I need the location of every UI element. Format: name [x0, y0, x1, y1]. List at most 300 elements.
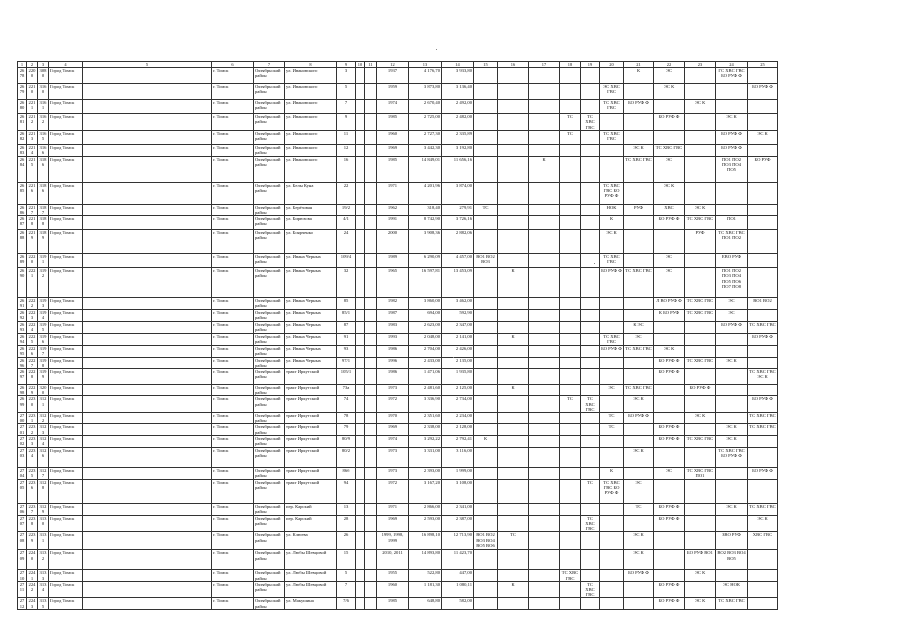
table-cell: 2234	[27, 447, 38, 467]
table-cell: 1974	[377, 100, 409, 114]
table-cell	[83, 532, 212, 550]
table-cell	[356, 130, 365, 144]
table-cell	[685, 144, 716, 156]
table-cell: ПО1 ПО2 ПО3 ПО4 ПО5 ПО6 ПО7 ПО8	[716, 268, 748, 298]
table-cell	[529, 532, 560, 550]
table-cell: ул. Ивановского	[285, 144, 337, 156]
table-cell: ТС ХВС ГВС	[581, 581, 600, 598]
table-cell	[685, 396, 716, 413]
table-cell	[685, 182, 716, 204]
table-cell	[365, 467, 377, 479]
table-cell: 2 234,00	[442, 413, 474, 424]
table-cell: г. Томск	[212, 68, 254, 84]
table-cell	[748, 581, 778, 598]
table-cell: 1989	[377, 254, 409, 268]
table-cell: 1999, 1998, 1999	[377, 532, 409, 550]
table-row	[18, 68, 778, 84]
table-cell: Город Томск	[49, 84, 83, 100]
table-cell	[716, 467, 748, 479]
table-cell	[624, 357, 654, 368]
table-cell: ул. Ивановского	[285, 130, 337, 144]
table-cell	[356, 435, 365, 447]
table-cell: 447,00	[442, 570, 474, 581]
table-cell: 3122	[38, 413, 49, 424]
table-cell: Октябрьский район	[254, 322, 285, 333]
table-cell: Город Томск	[49, 503, 83, 515]
table-row	[18, 357, 778, 368]
table-cell: ЭС	[716, 310, 748, 322]
table-row	[18, 268, 778, 298]
table-cell: 2 426,00	[442, 345, 474, 357]
table-cell	[83, 230, 212, 254]
table-cell: 2691	[18, 298, 27, 310]
table-cell	[560, 413, 581, 424]
table-cell: 3121	[38, 396, 49, 413]
table-cell: 2712	[18, 598, 27, 610]
table-cell	[624, 424, 654, 435]
table-cell: 2235	[27, 467, 38, 479]
table-cell	[356, 479, 365, 503]
table-cell: БО РУФ Ф	[716, 130, 748, 144]
table-cell: ул. Бирюзова	[285, 216, 337, 230]
table-cell: Город Томск	[49, 598, 83, 610]
table-cell	[581, 268, 600, 298]
table-cell: 2 482,00	[442, 114, 474, 131]
table-cell	[654, 413, 685, 424]
table-cell: 2 135,00	[442, 357, 474, 368]
table-cell	[529, 298, 560, 310]
table-cell: ул. Клюева	[285, 532, 337, 550]
table-cell	[581, 435, 600, 447]
table-cell	[83, 357, 212, 368]
table-cell: Город Томск	[49, 182, 83, 204]
table-cell	[529, 333, 560, 345]
table-cell	[600, 156, 624, 182]
table-cell	[83, 345, 212, 357]
table-cell	[581, 216, 600, 230]
table-cell: Октябрьский район	[254, 532, 285, 550]
table-cell: 3129	[38, 503, 49, 515]
table-cell: 2233	[27, 435, 38, 447]
table-cell: 3166	[38, 144, 49, 156]
table-cell: 74	[337, 396, 356, 413]
table-cell: Город Томск	[49, 385, 83, 396]
table-cell	[581, 447, 600, 467]
table-cell: 694,00	[409, 310, 442, 322]
table-cell	[685, 268, 716, 298]
table-cell: 8 742,90	[409, 216, 442, 230]
table-cell	[474, 396, 498, 413]
table-cell: ТС	[581, 479, 600, 503]
table-cell: ЭС К	[654, 182, 685, 204]
table-cell: 1991	[377, 216, 409, 230]
table-cell	[83, 467, 212, 479]
table-cell	[356, 503, 365, 515]
table-cell	[748, 254, 778, 268]
table-cell: 2680	[18, 100, 27, 114]
table-cell	[748, 550, 778, 570]
table-cell: 85/1	[337, 310, 356, 322]
table-cell: 1969	[377, 424, 409, 435]
column-header: 17	[529, 62, 560, 68]
table-cell	[474, 598, 498, 610]
table-cell	[624, 298, 654, 310]
table-cell: К	[624, 68, 654, 84]
table-cell: 2 341,00	[442, 503, 474, 515]
table-cell: 1982	[377, 298, 409, 310]
table-cell: 1960	[377, 130, 409, 144]
table-cell	[365, 204, 377, 215]
table-cell	[748, 310, 778, 322]
table-cell	[529, 503, 560, 515]
table-cell	[560, 467, 581, 479]
table-cell	[529, 435, 560, 447]
table-cell	[529, 182, 560, 204]
table-cell	[624, 515, 654, 532]
table-cell	[498, 68, 529, 84]
table-cell: БО РУФ Ф	[654, 424, 685, 435]
table-cell	[560, 581, 581, 598]
table-cell	[365, 581, 377, 598]
table-cell: Октябрьский район	[254, 345, 285, 357]
table-cell: 3186	[38, 156, 49, 182]
table-cell	[83, 322, 212, 333]
table-cell: ЗВО РУФ	[716, 532, 748, 550]
table-cell: 2228	[27, 369, 38, 385]
table-cell	[365, 216, 377, 230]
table-cell: 2709	[18, 550, 27, 570]
table-cell	[685, 424, 716, 435]
table-cell: 13 453,09	[442, 268, 474, 298]
table-cell	[685, 345, 716, 357]
table-cell	[624, 598, 654, 610]
table-cell: 73а	[337, 385, 356, 396]
table-cell: Октябрьский район	[254, 68, 285, 84]
table-cell	[356, 230, 365, 254]
table-cell	[581, 598, 600, 610]
table-cell	[581, 298, 600, 310]
table-cell: 3200	[38, 385, 49, 396]
table-cell: ТС ХВС ГВС	[685, 310, 716, 322]
table-cell: Город Томск	[49, 515, 83, 532]
table-cell	[474, 479, 498, 503]
table-cell: 592,90	[442, 310, 474, 322]
table-cell	[624, 310, 654, 322]
table-cell: 2219	[27, 230, 38, 254]
table-cell	[560, 447, 581, 467]
table-cell	[560, 333, 581, 345]
table-cell: г. Томск	[212, 447, 254, 467]
table-cell: 26	[337, 532, 356, 550]
table-cell: 2 387,00	[442, 515, 474, 532]
table-cell	[356, 385, 365, 396]
table-cell	[356, 550, 365, 570]
table-cell: 86б	[337, 467, 356, 479]
table-row	[18, 144, 778, 156]
table-row	[18, 581, 778, 598]
table-cell: ЭС ХВС ГВС	[600, 84, 624, 100]
table-row	[18, 447, 778, 467]
table-cell: К	[529, 156, 560, 182]
table-cell: 2 725,00	[409, 114, 442, 131]
table-cell	[748, 114, 778, 131]
table-cell: 2243	[27, 598, 38, 610]
table-cell	[529, 413, 560, 424]
table-cell	[356, 322, 365, 333]
table-cell	[83, 268, 212, 298]
table-cell: г. Томск	[212, 144, 254, 156]
table-cell: 2221	[27, 268, 38, 298]
table-cell: 1 080,11	[442, 581, 474, 598]
table-cell	[365, 130, 377, 144]
table-cell	[474, 447, 498, 467]
column-header: 6	[212, 62, 254, 68]
table-cell: Октябрьский район	[254, 333, 285, 345]
table-cell: Город Томск	[49, 447, 83, 467]
table-cell: 3130	[38, 515, 49, 532]
table-cell	[624, 216, 654, 230]
table-cell: 2690	[18, 268, 27, 298]
table-cell	[365, 100, 377, 114]
table-row	[18, 322, 778, 333]
table-cell: БО РУФ Ф	[748, 396, 778, 413]
table-cell	[748, 570, 778, 581]
table-cell: 1 935,80	[442, 369, 474, 385]
table-cell: ТС ХВС ГВС	[581, 396, 600, 413]
table-cell: ТС ХВС ГВС	[600, 333, 624, 345]
table-cell	[685, 479, 716, 503]
table-cell	[356, 114, 365, 131]
table-cell: ЭС	[654, 68, 685, 84]
table-cell	[581, 357, 600, 368]
table-cell: 3 933,80	[442, 68, 474, 84]
table-cell: г. Томск	[212, 100, 254, 114]
table-cell: ЭС К	[748, 130, 778, 144]
table-cell: ТС ХВС ГВС	[748, 413, 778, 424]
table-row	[18, 100, 778, 114]
table-cell: 2240	[27, 550, 38, 570]
table-row	[18, 598, 778, 610]
table-cell: 16	[337, 156, 356, 182]
column-header: 3	[38, 62, 49, 68]
table-cell: 4 176,70	[409, 68, 442, 84]
table-cell: БО РУФ Ф	[600, 345, 624, 357]
table-cell: Город Томск	[49, 424, 83, 435]
table-cell: г. Томск	[212, 503, 254, 515]
table-cell	[581, 424, 600, 435]
table-row	[18, 156, 778, 182]
table-cell: ул. Берёзовая	[285, 204, 337, 215]
table-cell	[365, 396, 377, 413]
table-cell: 2693	[18, 322, 27, 333]
table-cell: тракт Иркутский	[285, 447, 337, 467]
table-cell: Октябрьский район	[254, 503, 285, 515]
table-cell: 2224	[27, 322, 38, 333]
table-cell: 2702	[18, 435, 27, 447]
table-cell: Октябрьский район	[254, 357, 285, 368]
column-header: 22	[654, 62, 685, 68]
table-cell: 3186	[38, 182, 49, 204]
table-cell: 3123	[38, 424, 49, 435]
table-cell	[474, 182, 498, 204]
table-cell	[356, 345, 365, 357]
table-cell: БО РУФ Ф	[600, 268, 624, 298]
table-cell	[83, 130, 212, 144]
table-cell: 2678	[18, 68, 27, 84]
table-cell	[83, 182, 212, 204]
table-cell: БО РУФ Ф	[624, 570, 654, 581]
table-cell	[600, 369, 624, 385]
table-cell: 3 442,30	[409, 144, 442, 156]
table-cell	[600, 515, 624, 532]
table-cell	[529, 310, 560, 322]
table-cell	[581, 532, 600, 550]
table-cell	[529, 216, 560, 230]
table-cell	[474, 130, 498, 144]
table-cell: 2229	[27, 385, 38, 396]
table-cell: Город Томск	[49, 310, 83, 322]
table-cell	[581, 503, 600, 515]
table-cell	[581, 310, 600, 322]
table-cell: г. Томск	[212, 310, 254, 322]
table-cell: 3 116,00	[442, 447, 474, 467]
table-cell: ул. Любы Шевцовой	[285, 581, 337, 598]
column-header: 8	[285, 62, 337, 68]
table-cell: ТС ХВС ГВС	[685, 216, 716, 230]
table-cell: ТС ХВС ГВС	[685, 435, 716, 447]
table-cell	[600, 114, 624, 131]
table-cell	[83, 570, 212, 581]
table-cell: ТС ХВС ГВС	[685, 357, 716, 368]
table-cell: 3192	[38, 268, 49, 298]
table-row	[18, 424, 778, 435]
table-cell: Октябрьский район	[254, 204, 285, 215]
table-cell	[624, 230, 654, 254]
table-cell	[529, 424, 560, 435]
table-cell	[716, 182, 748, 204]
table-cell	[560, 230, 581, 254]
table-cell: ул. Боярченко	[285, 230, 337, 254]
table-cell	[560, 479, 581, 503]
table-cell: 79	[337, 424, 356, 435]
table-cell: 3193	[38, 298, 49, 310]
table-cell: 1972	[377, 479, 409, 503]
table-cell: пер. Карский	[285, 503, 337, 515]
table-cell	[474, 369, 498, 385]
table-cell: ЭС К	[624, 144, 654, 156]
table-cell	[356, 268, 365, 298]
table-cell	[83, 515, 212, 532]
table-cell	[748, 230, 778, 254]
table-cell: г. Томск	[212, 479, 254, 503]
table-cell	[474, 298, 498, 310]
table-cell: 1 999,00	[442, 467, 474, 479]
table-cell: г. Томск	[212, 204, 254, 215]
table-cell: 2687	[18, 216, 27, 230]
table-cell: г. Томск	[212, 230, 254, 254]
table-cell: ул. Макушина	[285, 598, 337, 610]
table-cell: Октябрьский район	[254, 130, 285, 144]
table-cell	[600, 598, 624, 610]
table-cell: Октябрьский район	[254, 385, 285, 396]
table-cell: 1969	[377, 515, 409, 532]
table-cell: 2704	[18, 467, 27, 479]
table-cell: Город Томск	[49, 254, 83, 268]
table-cell: тракт Иркутский	[285, 385, 337, 396]
table-cell: 4/1	[337, 216, 356, 230]
table-cell	[356, 447, 365, 467]
table-cell	[365, 333, 377, 345]
table-cell: БО РУФ Ф	[716, 144, 748, 156]
table-cell	[365, 298, 377, 310]
table-cell: ТС ХВС ГВС	[560, 570, 581, 581]
table-cell: ТС ХВС ГВС	[716, 598, 748, 610]
table-cell	[716, 396, 748, 413]
table-row	[18, 413, 778, 424]
table-cell	[560, 369, 581, 385]
table-cell	[600, 581, 624, 598]
table-cell: 3194	[38, 310, 49, 322]
table-cell	[560, 532, 581, 550]
table-cell	[498, 424, 529, 435]
table-cell: 12	[337, 144, 356, 156]
table-row	[18, 532, 778, 550]
column-header: 14	[442, 62, 474, 68]
table-cell: БО РУФ Ф	[716, 322, 748, 333]
table-cell: 3133	[38, 570, 49, 581]
table-cell: Октябрьский район	[254, 515, 285, 532]
table-cell	[498, 413, 529, 424]
table-cell: 2699	[18, 396, 27, 413]
table-cell: 3191	[38, 254, 49, 268]
table-cell	[716, 413, 748, 424]
table-cell: 85	[337, 298, 356, 310]
table-cell: ТС ХВС ГВС	[600, 254, 624, 268]
table-cell: БО РУФ Ф	[748, 333, 778, 345]
column-header: 11	[365, 62, 377, 68]
table-cell: БО РУФ Ф	[685, 385, 716, 396]
table-cell: г. Томск	[212, 216, 254, 230]
table-cell	[83, 369, 212, 385]
table-cell	[498, 182, 529, 204]
table-cell: 1972	[377, 396, 409, 413]
table-cell	[498, 515, 529, 532]
table-cell: 2706	[18, 503, 27, 515]
table-cell: ТС ХВС ГВС ПО1	[685, 467, 716, 479]
table-cell: 1959	[377, 84, 409, 100]
table-cell	[83, 310, 212, 322]
table-cell	[581, 230, 600, 254]
table-cell	[498, 100, 529, 114]
table-cell	[365, 357, 377, 368]
table-cell: БО РУФ Ф	[654, 435, 685, 447]
table-cell	[529, 345, 560, 357]
table-row	[18, 114, 778, 131]
table-cell: ВО1 ВО2 ВО3	[474, 254, 498, 268]
table-cell	[356, 413, 365, 424]
table-cell: 3 336,90	[409, 396, 442, 413]
table-cell: 3189	[38, 230, 49, 254]
table-cell	[529, 369, 560, 385]
table-cell	[365, 570, 377, 581]
table-cell	[529, 447, 560, 467]
table-cell: г. Томск	[212, 114, 254, 131]
table-cell	[716, 100, 748, 114]
table-cell	[498, 345, 529, 357]
table-cell: БО РУФ Ф	[654, 369, 685, 385]
table-cell	[624, 182, 654, 204]
table-cell: 1986	[377, 369, 409, 385]
